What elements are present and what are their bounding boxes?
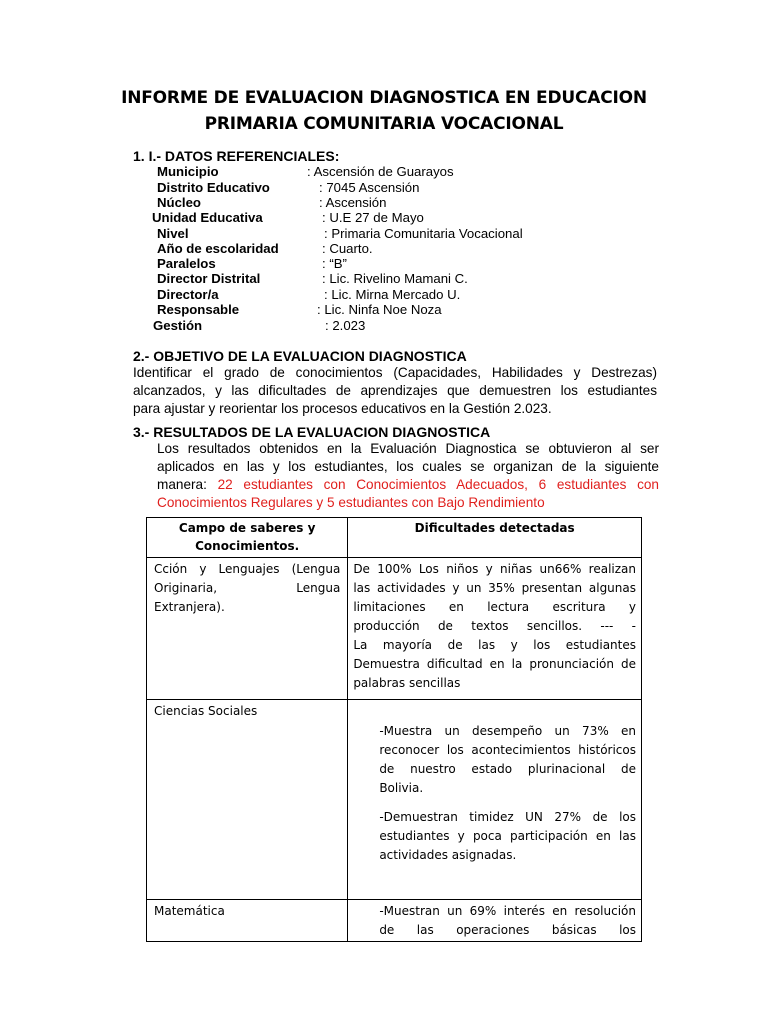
cell-line: De 100% Los niños y niñas un66% realizan — [353, 562, 636, 576]
column-header: Campo de saberes y — [178, 521, 316, 535]
data-label: Año de escolaridad — [157, 241, 279, 256]
paragraph-line — [157, 476, 659, 494]
results-highlight: Conocimientos Regulares y 5 estudiantes con Bajo Rendimiento — [157, 495, 545, 510]
column-header: Conocimientos. — [195, 539, 300, 553]
objective-paragraph — [133, 364, 657, 418]
cell-line: Bolivia. — [379, 781, 424, 795]
section-3-heading: 3.- RESULTADOS DE LA EVALUACION DIAGNOSTICA — [133, 424, 491, 440]
data-value: : U.E 27 de Mayo — [322, 210, 424, 225]
results-paragraph — [157, 440, 659, 512]
table-cell-campo — [147, 558, 348, 700]
data-label: Municipio — [157, 164, 219, 179]
data-label: Nivel — [157, 226, 189, 241]
cell-line: Cción y Lenguajes (Lengua — [154, 562, 341, 576]
table-cell-dificultades — [348, 558, 642, 700]
paragraph-line: aplicados en las y los estudiantes, los cuales se organizan de la siguiente — [157, 459, 659, 474]
section-2-heading: 2.- OBJETIVO DE LA EVALUACION DIAGNOSTICA — [133, 348, 467, 364]
column-header: Dificultades detectadas — [414, 521, 575, 535]
cell-line: actividades asignadas. — [379, 848, 517, 862]
cell-line: -Demuestran timidez UN 27% de los — [379, 810, 636, 824]
cell-line: producción de textos sencillos. --- - — [353, 619, 636, 633]
table-header-cell — [348, 518, 642, 558]
document-title-line-1: INFORME DE EVALUACION DIAGNOSTICA EN EDUCACION — [121, 88, 647, 108]
table-cell-campo — [147, 700, 348, 900]
cell-line: limitaciones en lectura escritura y — [353, 600, 636, 614]
paragraph-line: para ajustar y reorientar los procesos educativos en la Gestión 2.023. — [133, 401, 552, 416]
table-header-cell — [147, 518, 348, 558]
paragraph-line: Los resultados obtenidos en la Evaluación Diagnostica se obtuvieron al ser — [157, 441, 659, 456]
data-value: : Lic. Rivelino Mamani C. — [322, 271, 468, 286]
section-1-heading: 1. I.- DATOS REFERENCIALES: — [133, 148, 340, 164]
cell-line: de las operaciones básicas los — [379, 923, 636, 937]
paragraph-line: alcanzados, y las dificultades de aprendizajes que demuestren los estudiantes — [133, 383, 657, 398]
cell-line: Matemática — [154, 904, 225, 918]
table-cell-dificultades — [348, 900, 642, 942]
data-label: Núcleo — [157, 195, 201, 210]
cell-line: -Muestra un desempeño un 73% en — [379, 724, 636, 738]
data-label: Director Distrital — [157, 271, 261, 286]
document-title-line-2: PRIMARIA COMUNITARIA VOCACIONAL — [204, 114, 564, 134]
table-cell-dificultades — [348, 700, 642, 900]
table-row — [147, 558, 642, 700]
table-row — [147, 900, 642, 942]
paragraph-line: Identificar el grado de conocimientos (Capacidades, Habilidades y Destrezas) — [133, 365, 657, 380]
data-value: : “B” — [322, 256, 347, 271]
cell-line: Ciencias Sociales — [154, 704, 258, 718]
cell-line: Originaria, Lengua — [154, 581, 341, 595]
results-highlight: 22 estudiantes con Conocimientos Adecuados, 6 estudiantes con — [217, 477, 659, 492]
data-value: : 2.023 — [325, 318, 366, 333]
data-value: : Lic. Mirna Mercado U. — [324, 287, 461, 302]
data-label: Paralelos — [157, 256, 216, 271]
data-value: : Primaria Comunitaria Vocacional — [324, 226, 523, 241]
cell-line: -Muestran un 69% interés en resolución — [379, 904, 636, 918]
cell-line: reconocer los acontecimientos históricos — [379, 743, 636, 757]
data-value: : Ascensión — [319, 195, 387, 210]
data-label: Gestión — [153, 318, 203, 333]
data-label: Distrito Educativo — [157, 180, 270, 195]
table-cell-campo — [147, 900, 348, 942]
paragraph-spacer — [379, 798, 636, 808]
data-label: Director/a — [157, 287, 219, 302]
data-value: : Ascensión de Guarayos — [307, 164, 454, 179]
cell-line: estudiantes y poca participación en las — [379, 829, 636, 843]
data-value: : Lic. Ninfa Noe Noza — [317, 302, 442, 317]
cell-line: palabras sencillas — [353, 676, 461, 690]
data-label: Responsable — [157, 302, 240, 317]
cell-line: La mayoría de las y los estudiantes — [353, 638, 636, 652]
table-header-row — [147, 518, 642, 558]
cell-line: las actividades y un 35% presentan algunas — [353, 581, 636, 595]
data-value: : Cuarto. — [322, 241, 373, 256]
data-label: Unidad Educativa — [152, 210, 263, 225]
data-value: : 7045 Ascensión — [319, 180, 420, 195]
cell-line: Demuestra dificultad en la pronunciación de — [353, 657, 636, 671]
cell-line: de nuestro estado plurinacional de — [379, 762, 636, 776]
paragraph-text: manera: — [157, 477, 218, 492]
table-row — [147, 700, 642, 900]
cell-line: Extranjera). — [154, 600, 225, 614]
diagnostic-results-table — [146, 517, 642, 942]
